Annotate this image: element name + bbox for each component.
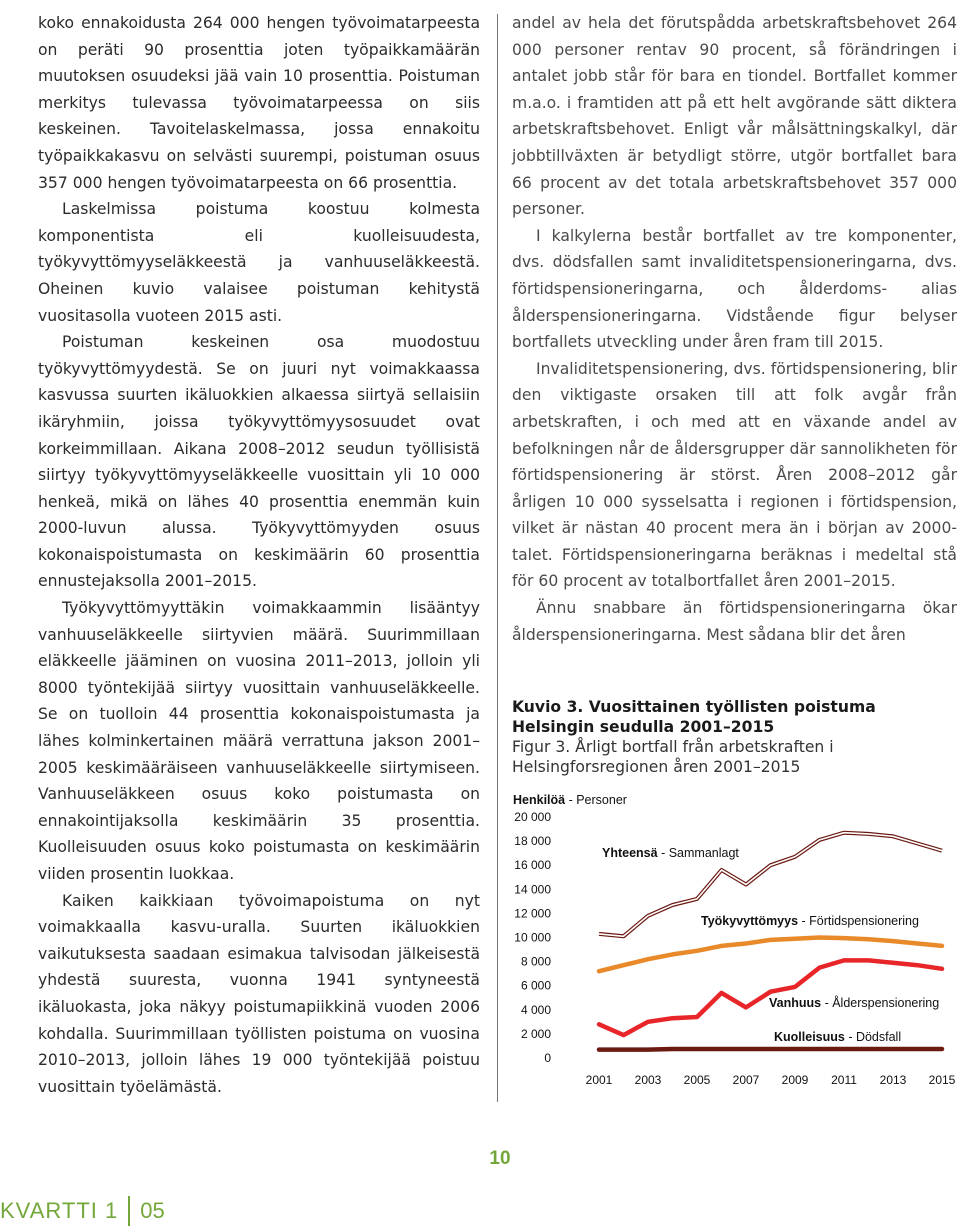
x-tick-label: 2011	[831, 1073, 857, 1087]
paragraph: Laskelmissa poistuma koostuu kolmesta komponentista eli kuolleisuudesta, työkyvyttömyyseläkkeestä ja vanhuuseläkkeestä. Oheinen kuvio valaisee poistuman kehitystä vuositasolla vuoteen 2015 asti.	[38, 200, 480, 325]
y-tick-label: 12 000	[514, 906, 551, 921]
right-column	[512, 10, 957, 648]
issue-number: 05	[140, 1198, 165, 1223]
series-line-dödsfall	[599, 1049, 942, 1050]
paragraph: Kaiken kaikkiaan työvoimapoistuma on nyt voimakkaalla kasvu-uralla. Suurten ikäluokkien vaikutuksesta saadaan esimakua talvisodan jälkeisestä yhdestä suuresta, vuonna 1941 syntyneestä ikäluokasta, joka näkyy poistumapiikkinä vuoden 2006 kohdalla. Suurimmillaan työllisten poistuma on vuosina 2010–2013, jolloin lähes 19 000 työntekijää poistuu vuosittain työelämästä.	[38, 891, 480, 1096]
x-tick-label: 2003	[634, 1073, 662, 1087]
series-label: Yhteensä - Sammanlagt	[602, 846, 739, 860]
paragraph: Työkyvyttömyyttäkin voimakkaammin lisääntyy vanhuuseläkkeelle siirtyvien määrä. Suurimmillaan eläkkeelle jääminen on vuosina 2011–2013, jolloin yli 8000 työntekijää siirtyy vuosittain vanhuuseläkkeelle. Se on tuolloin 44 prosenttia kokonaispoistumasta ja lähes kolminkertainen määrä verrattuna jakson 2001–2005 keskimääräiseen vanhuuseläkkeelle siirtymiseen. Vanhuuseläkkeen osuus koko poistumasta on ennakointijaksolla keskimäärin 35 prosenttia. Kuolleisuuden osuus koko poistumasta on keskimäärin viiden prosentin luokkaa.	[38, 599, 480, 883]
y-tick-label: 8 000	[520, 954, 551, 969]
series-line-förtidspensionering	[599, 938, 942, 972]
y-tick-label: 20 000	[514, 810, 551, 824]
y-tick-label: 10 000	[514, 930, 551, 945]
chart-ylabel: Henkilöä - Personer	[513, 793, 627, 807]
x-tick-label: 2009	[781, 1073, 809, 1087]
x-tick-label: 2013	[879, 1073, 907, 1087]
figure-title-fi: Kuvio 3. Vuosittainen työllisten poistuma Helsingin seudulla 2001–2015	[512, 698, 876, 736]
y-tick-label: 16 000	[514, 858, 551, 873]
series-label: Kuolleisuus - Dödsfall	[774, 1030, 902, 1044]
y-tick-label: 18 000	[514, 834, 551, 849]
y-tick-label: 14 000	[514, 882, 551, 897]
x-tick-label: 2015	[928, 1073, 956, 1087]
paragraph: I kalkylerna består bortfallet av tre komponenter, dvs. dödsfallen samt invaliditetspensioneringarna, dvs. förtidspensioneringarna, och ålderdoms- alias ålderspensioneringarna. Vidstående figur belyser bortfallets utveckling under åren fram till 2015.	[512, 226, 957, 352]
figure-title-sv: Figur 3. Årligt bortfall från arbetskraften i Helsingforsregionen åren 2001–2015	[512, 738, 834, 776]
line-chart	[507, 790, 960, 1092]
paragraph: Poistuman keskeinen osa muodostuu työkyvyttömyydestä. Se on juuri nyt voimakkaassa kasvussa suurten ikäluokkien alkaessa siirtyä sellaisiin ikäryhmiin, joissa työkyvyttömyysosuudet ovat korkeimmillaan. Aikana 2008–2012 seudun työllisistä siirtyy työkyvyttömyyseläkkeelle vuosittain yli 10 000 henkeä, mikä on lähes 40 prosenttia enemmän kuin 2000-luvun alussa. Työkyvyttömyyden osuus kokonaispoistumasta on keskimäärin 60 prosenttia ennustejaksolla 2001–2015.	[38, 333, 480, 591]
x-tick-label: 2005	[683, 1073, 711, 1087]
paragraph: koko ennakoidusta 264 000 hengen työvoimatarpeesta on peräti 90 prosenttia joten työpaikkamäärän muutoksen osuudeksi jää vain 10 prosenttia. Poistuman merkitys tulevassa työvoimatarpeessa on siis keskeinen. Tavoitelaskelmassa, jossa ennakoitu työpaikkakasvu on selvästi suurempi, poistuman osuus 357 000 hengen työvoimatarpeesta on 66 prosenttia.	[38, 14, 480, 192]
y-tick-label: 0	[544, 1051, 551, 1065]
y-tick-label: 4 000	[520, 1002, 551, 1017]
paragraph: andel av hela det förutspådda arbetskraftsbehovet 264 000 personer rentav 90 procent, så förändringen i antalet jobb står för bara en tiondel. Bortfallet kommer m.a.o. i framtiden att på ett helt avgörande sätt diktera arbetskraftsbehovet. Enligt vår målsättningskalkyl, där jobbtillväxten är betydligt större, utgör bortfallet bara 66 procent av det totala arbetskraftsbehovet 357 000 personer.	[512, 14, 957, 219]
column-divider	[497, 14, 498, 1102]
publication-name: KVARTTI 1	[0, 1198, 119, 1223]
series-label: Vanhuus - Ålderspensionering	[769, 996, 940, 1010]
paragraph: Invaliditetspensionering, dvs. förtidspensionering, blir den viktigaste orsaken till att folk avgår från arbetskraften, i och med att en växande andel av befolkningen når de åldersgrupper där sannolikheten för förtidspensionering är störst. Åren 2008–2012 går årligen 10 000 sysselsatta i regionen i förtidspension, vilket är nästan 40 procent mera än i början av 2000-talet. Förtidspensioneringarna beräknas i medeltal stå för 60 procent av totalbortfallet åren 2001–2015.	[512, 359, 957, 591]
paragraph: Ännu snabbare än förtidspensioneringarna ökar ålderspensioneringarna. Mest sådana blir det åren	[512, 599, 957, 644]
y-tick-label: 6 000	[520, 978, 551, 993]
left-column	[38, 10, 480, 1100]
page-number: 10	[489, 1148, 511, 1169]
footer-brand	[0, 1193, 165, 1229]
y-tick-label: 2 000	[520, 1026, 551, 1041]
figure-caption	[512, 697, 952, 777]
x-tick-label: 2007	[732, 1073, 760, 1087]
x-tick-label: 2001	[585, 1073, 613, 1087]
footer-separator	[128, 1196, 130, 1226]
series-label: Työkyvyttömyys - Förtidspensionering	[701, 914, 919, 928]
